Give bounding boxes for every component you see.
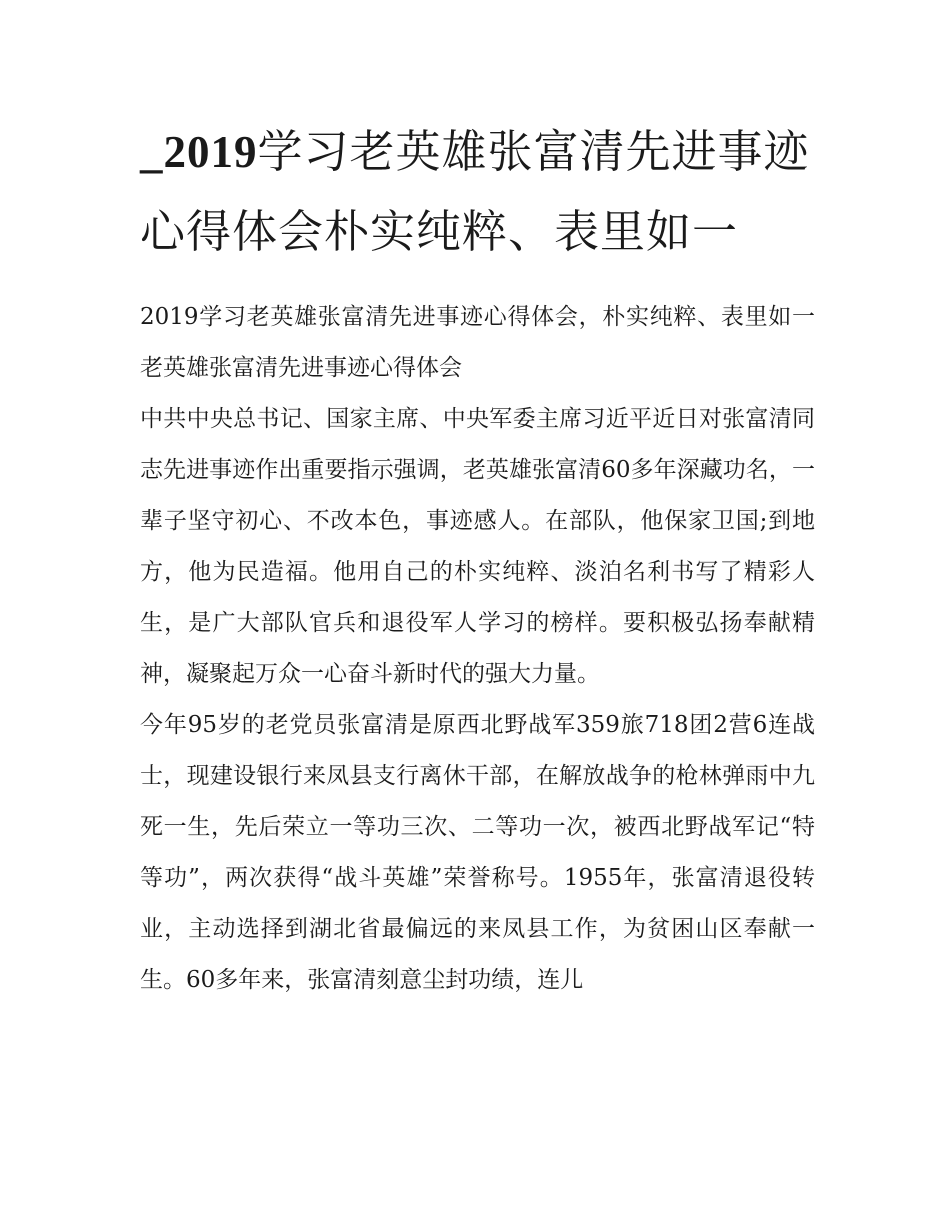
document-title	[140, 112, 815, 272]
paragraph-instruction: 中共中央总书记、国家主席、中央军委主席习近平近日对张富清同志先进事迹作出重要指示强调，老英雄张富清60多年深藏功名，一辈子坚守初心、不改本色，事迹感人。在部队，他保家卫国;到地方，他为民造福。他用自己的朴实纯粹、淡泊名利书写了精彩人生，是广大部队官兵和退役军人学习的榜样。要积极弘扬奉献精神，凝聚起万众一心奋斗新时代的强大力量。	[140, 406, 815, 687]
title-rest: 学习老英雄张富清先进事迹心得体会朴实纯粹、表里如一	[140, 125, 810, 258]
document-page	[140, 112, 815, 1006]
title-lead: _2019	[140, 127, 258, 177]
paragraph-biography: 今年95岁的老党员张富清是原西北野战军359旅718团2营6连战士，现建设银行来凤县支行离休干部，在解放战争的枪林弹雨中九死一生，先后荣立一等功三次、二等功一次，被西北野战军记“特等功”，两次获得“战斗英雄”荣誉称号。1955年，张富清退役转业，主动选择到湖北省最偏远的来凤县工作，为贫困山区奉献一生。60多年来，张富清刻意尘封功绩，连儿	[140, 712, 815, 993]
paragraph-intro: 2019学习老英雄张富清先进事迹心得体会，朴实纯粹、表里如一 老英雄张富清先进事迹心得体会	[140, 304, 815, 381]
